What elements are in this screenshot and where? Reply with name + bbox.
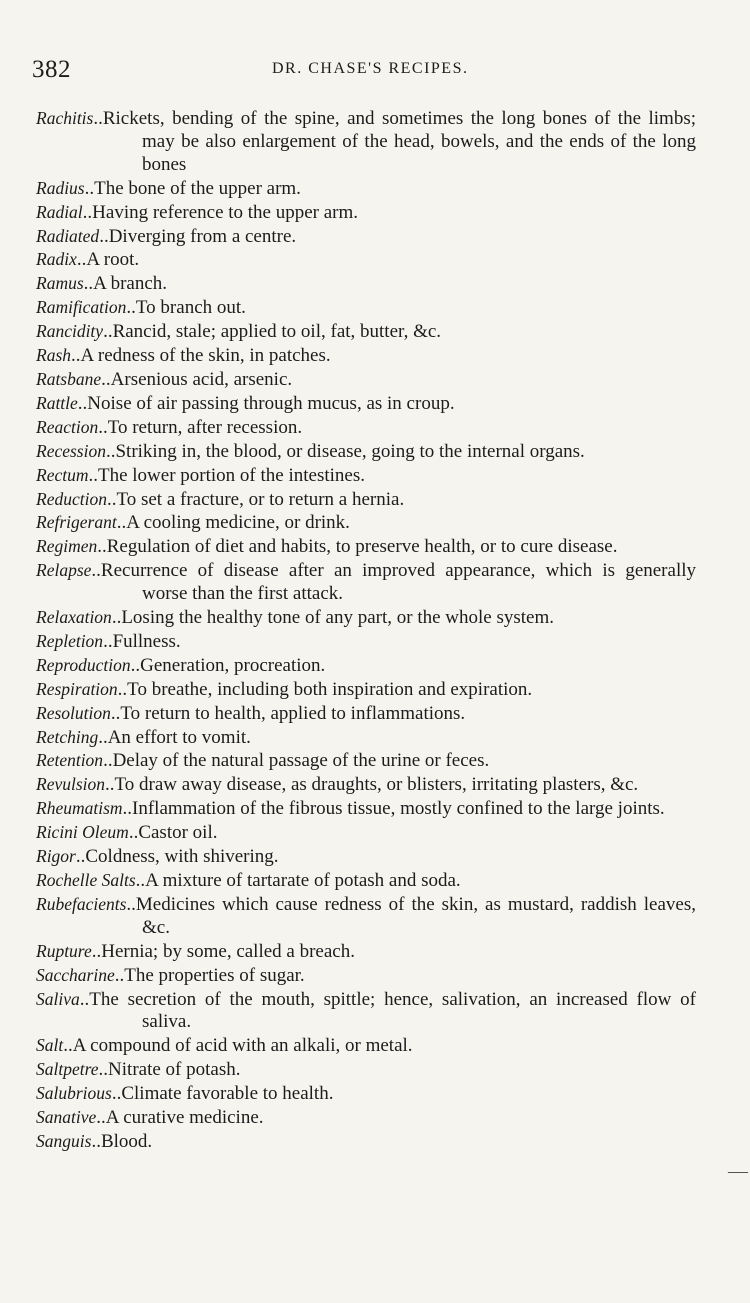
entry-term: Regimen	[36, 536, 98, 557]
glossary-entry	[36, 344, 696, 368]
entry-term: Radiated	[36, 225, 100, 246]
margin-mark: —	[728, 1160, 748, 1182]
entry-separator: ..	[98, 416, 108, 438]
glossary-entry	[36, 511, 696, 535]
entry-definition: Rancid, stale; applied to oil, fat, butter, &c.	[112, 321, 442, 343]
entry-separator: ..	[96, 1107, 106, 1129]
entry-definition: Hernia; by some, called a breach.	[101, 940, 355, 962]
entry-term: Reduction	[36, 488, 107, 509]
entry-term: Rigor	[36, 846, 76, 867]
entry-separator: ..	[91, 940, 102, 962]
entry-term: Relapse	[36, 560, 92, 581]
entry-term: Ramus	[36, 273, 84, 294]
glossary-entry	[36, 630, 696, 654]
entry-separator: ..	[130, 654, 141, 676]
entry-term: Relaxation	[36, 607, 112, 628]
glossary-entry	[36, 893, 696, 940]
entry-term: Refrigerant	[36, 512, 117, 533]
entry-definition: A root.	[86, 249, 140, 271]
entry-term: Rheumatism	[36, 798, 123, 819]
entry-term: Reproduction	[36, 654, 131, 675]
entry-definition: A branch.	[93, 273, 168, 295]
entry-definition: Delay of the natural passage of the urine or feces.	[112, 750, 490, 772]
entry-separator: ..	[77, 392, 88, 414]
entry-definition: Regulation of diet and habits, to preserve health, or to cure disease.	[106, 536, 618, 558]
entry-separator: ..	[105, 774, 115, 796]
glossary-entry	[36, 320, 696, 344]
entry-separator: ..	[126, 297, 136, 319]
entry-separator: ..	[79, 988, 90, 1010]
entry-separator: ..	[83, 273, 94, 295]
glossary-entry	[36, 702, 696, 726]
entry-term: Sanguis	[36, 1130, 92, 1151]
entry-separator: ..	[75, 846, 86, 868]
entry-definition: A mixture of tartarate of potash and soda.	[145, 870, 461, 891]
entry-term: Repletion	[36, 630, 104, 651]
entry-definition: A compound of acid with an alkali, or metal.	[72, 1035, 413, 1057]
glossary-entry	[36, 606, 696, 630]
glossary-entry	[36, 1034, 696, 1058]
entry-definition: Having reference to the upper arm.	[92, 201, 359, 223]
entry-separator: ..	[98, 1059, 109, 1081]
entry-definition: Striking in, the blood, or disease, going to the internal organs.	[115, 440, 585, 462]
entry-term: Rash	[36, 345, 71, 366]
entry-separator: ..	[63, 1035, 73, 1057]
entry-definition: Climate favorable to health.	[121, 1083, 334, 1105]
glossary-entry	[36, 272, 696, 296]
entry-separator: ..	[91, 1130, 101, 1152]
glossary-entry	[36, 773, 696, 797]
entry-separator: ..	[103, 321, 113, 343]
entry-term: Rancidity	[36, 321, 104, 342]
glossary-entry	[36, 869, 696, 893]
entry-separator: ..	[135, 870, 146, 891]
entry-separator: ..	[128, 822, 139, 844]
entry-term: Rachitis	[36, 108, 94, 128]
entry-term: Sanative	[36, 1107, 97, 1128]
entry-separator: ..	[111, 607, 122, 629]
glossary-entry	[36, 845, 696, 869]
entry-term: Reaction	[36, 416, 99, 437]
glossary-entry	[36, 416, 696, 440]
entry-separator: ..	[101, 368, 111, 390]
entry-definition: Diverging from a centre.	[108, 225, 297, 247]
entry-separator: ..	[76, 249, 87, 271]
entry-term: Resolution	[36, 702, 111, 723]
page-header	[32, 56, 722, 86]
entry-definition: Noise of air passing through mucus, as in croup.	[87, 392, 455, 414]
entry-term: Ratsbane	[36, 368, 102, 389]
running-title: DR. CHASE'S RECIPES.	[272, 60, 469, 77]
entry-term: Ramification	[36, 297, 127, 318]
glossary-entry	[36, 749, 696, 773]
glossary-entry	[36, 559, 696, 606]
entry-definition: To breathe, including both inspiration and expiration.	[127, 678, 533, 700]
entry-definition: Generation, procreation.	[140, 654, 326, 676]
glossary-entry	[36, 821, 696, 845]
glossary-entry	[36, 248, 696, 272]
entry-term: Saltpetre	[36, 1059, 99, 1080]
entry-definition: Medicines which cause redness of the skin, as mustard, raddish leaves, &c.	[135, 893, 696, 938]
entry-term: Saliva	[36, 988, 80, 1009]
glossary-entry	[36, 1082, 696, 1106]
entry-term: Revulsion	[36, 774, 106, 795]
glossary-entry	[36, 654, 696, 678]
entry-definition: The properties of sugar.	[124, 964, 305, 986]
page-number: 382	[32, 56, 71, 83]
entry-separator: ..	[110, 702, 121, 724]
glossary-entry	[36, 464, 696, 488]
entry-separator: ..	[91, 560, 101, 582]
glossary-entry	[36, 964, 696, 988]
glossary-entry	[36, 1106, 696, 1130]
entry-definition: To branch out.	[135, 297, 246, 319]
entry-definition: Nitrate of potash.	[108, 1059, 241, 1081]
glossary-entry	[36, 296, 696, 320]
entry-separator: ..	[88, 464, 98, 486]
entry-definition: To return to health, applied to inflammations.	[120, 702, 466, 724]
glossary-entry	[36, 1058, 696, 1082]
glossary-entry	[36, 440, 696, 464]
entry-definition: The lower portion of the intestines.	[97, 464, 365, 486]
glossary-entry	[36, 488, 696, 512]
entry-term: Retention	[36, 750, 104, 771]
entry-separator: ..	[103, 750, 113, 772]
glossary-entry	[36, 107, 696, 177]
entry-separator: ..	[105, 440, 116, 462]
entry-separator: ..	[82, 201, 93, 223]
entry-separator: ..	[126, 893, 136, 915]
glossary-entry	[36, 368, 696, 392]
glossary-entry	[36, 392, 696, 416]
entry-separator: ..	[84, 177, 95, 199]
entry-definition: The secretion of the mouth, spittle; hence, salivation, an increased flow of saliva.	[89, 988, 696, 1033]
entry-term: Recession	[36, 440, 106, 461]
entry-term: Saccharine	[36, 964, 115, 985]
glossary-entries	[36, 107, 696, 1154]
entry-separator: ..	[71, 345, 81, 367]
entry-term: Rochelle Salts	[36, 870, 136, 890]
entry-separator: ..	[117, 678, 128, 700]
entry-definition: A cooling medicine, or drink.	[126, 512, 350, 534]
glossary-entry	[36, 988, 696, 1035]
entry-definition: A redness of the skin, in patches.	[80, 345, 331, 367]
glossary-entry	[36, 726, 696, 750]
entry-definition: Arsenious acid, arsenic.	[110, 368, 293, 390]
entry-term: Ricini Oleum	[36, 822, 129, 843]
glossary-entry	[36, 797, 696, 821]
entry-term: Rubefacients	[36, 893, 127, 914]
entry-definition: Recurrence of disease after an improved appearance, which is generally worse than the first attack.	[100, 560, 696, 605]
glossary-entry	[36, 177, 696, 201]
entry-separator: ..	[106, 488, 117, 510]
entry-term: Radius	[36, 177, 85, 198]
entry-separator: ..	[98, 726, 108, 748]
entry-term: Respiration	[36, 678, 118, 699]
glossary-entry	[36, 201, 696, 225]
entry-separator: ..	[116, 512, 127, 534]
entry-separator: ..	[99, 225, 109, 247]
entry-definition: Losing the healthy tone of any part, or the whole system.	[121, 607, 554, 629]
glossary-entry	[36, 940, 696, 964]
entry-definition: Blood.	[100, 1130, 153, 1152]
entry-definition: Inflammation of the fibrous tissue, mostly confined to the large joints.	[132, 798, 665, 820]
entry-term: Salt	[36, 1035, 64, 1056]
entry-term: Radix	[36, 249, 77, 270]
entry-separator: ..	[93, 108, 103, 129]
entry-term: Rectum	[36, 464, 89, 485]
entry-definition: Fullness.	[112, 630, 181, 652]
entry-definition: The bone of the upper arm.	[94, 177, 301, 199]
entry-definition: An effort to vomit.	[107, 726, 251, 748]
entry-separator: ..	[114, 964, 125, 986]
glossary-entry	[36, 678, 696, 702]
entry-separator: ..	[97, 536, 107, 558]
entry-definition: To draw away disease, as draughts, or blisters, irritating plasters, &c.	[114, 774, 639, 796]
entry-separator: ..	[122, 798, 133, 820]
glossary-entry	[36, 225, 696, 249]
entry-term: Salubrious	[36, 1083, 112, 1104]
entry-term: Retching	[36, 726, 99, 747]
entry-definition: Coldness, with shivering.	[85, 846, 279, 868]
entry-definition: Rickets, bending of the spine, and sometimes the long bones of the limbs; may be also enlargement of the head, bowels, and the ends of the long bones	[102, 108, 696, 175]
entry-term: Rattle	[36, 392, 78, 413]
glossary-entry	[36, 535, 696, 559]
entry-separator: ..	[103, 630, 113, 652]
entry-term: Radial	[36, 201, 83, 222]
entry-definition: Castor oil.	[138, 822, 218, 844]
entry-term: Rupture	[36, 940, 92, 961]
entry-definition: To set a fracture, or to return a hernia.	[116, 488, 405, 510]
entry-separator: ..	[111, 1083, 122, 1105]
entry-definition: A curative medicine.	[105, 1107, 264, 1129]
entry-definition: To return, after recession.	[107, 416, 303, 438]
glossary-entry	[36, 1130, 696, 1154]
